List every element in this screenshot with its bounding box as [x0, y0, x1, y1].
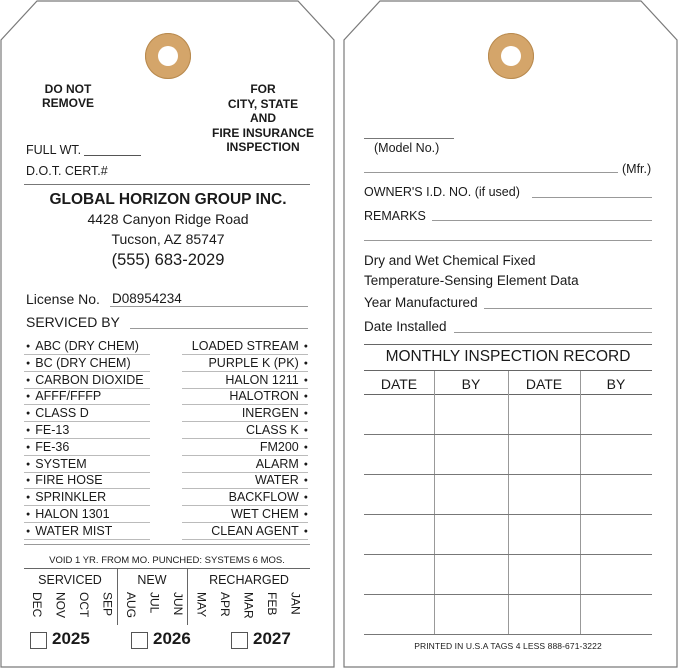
agent-left-item: ● FE-13 [26, 423, 69, 438]
element-data-line2: Temperature-Sensing Element Data [364, 273, 579, 288]
month-sep[interactable]: SEP [100, 592, 115, 617]
agent-left-item: ● AFFF/FFFP [26, 389, 101, 404]
status-new: NEW [137, 573, 167, 587]
record-row-line [364, 554, 652, 555]
agent-left-item: ● FE-36 [26, 440, 69, 455]
company-phone: (555) 683-2029 [111, 251, 225, 269]
agent-left-item: ● FIRE HOSE [26, 473, 103, 488]
remarks-divider [364, 240, 652, 241]
agent-right-item: CLASS K ● [246, 423, 308, 438]
owner-id-label: OWNER'S I.D. NO. (if used) [364, 185, 520, 199]
owner-id-field[interactable] [532, 197, 652, 198]
date-installed-field[interactable] [454, 332, 652, 333]
company-name: GLOBAL HORIZON GROUP INC. [49, 191, 287, 208]
month-mar[interactable]: MAR [241, 592, 256, 619]
month-oct[interactable]: OCT [77, 592, 91, 618]
model-no-label: (Model No.) [374, 141, 440, 155]
remarks-field[interactable] [432, 220, 652, 221]
inspection-notice: FOR CITY, STATE AND FIRE INSURANCE INSPECTION [211, 82, 314, 154]
agent-left-item: ● ABC (DRY CHEM) [26, 339, 139, 354]
year-checkbox-2027[interactable] [231, 632, 248, 649]
year-manufactured-label: Year Manufactured [364, 295, 478, 310]
year-manufactured-field[interactable] [484, 308, 652, 309]
agent-left-item: ● HALON 1301 [26, 507, 110, 522]
record-row-line [364, 474, 652, 475]
status-divider-1 [117, 569, 118, 625]
do-not-remove-notice: DO NOT REMOVE [41, 82, 94, 110]
agent-right-item: INERGEN ● [242, 406, 308, 421]
agent-left-item: ● SPRINKLER [26, 490, 106, 505]
agent-left-item: ● CARBON DIOXIDE [26, 373, 144, 388]
license-number: D08954234 [112, 291, 182, 306]
month-aug[interactable]: AUG [124, 592, 138, 619]
date-installed-label: Date Installed [364, 319, 447, 334]
agent-left-rule [24, 539, 150, 540]
month-may[interactable]: MAY [194, 592, 209, 618]
record-row-line [364, 514, 652, 515]
license-field [110, 306, 308, 307]
full-wt-label: FULL WT. [26, 143, 82, 157]
agent-right-item: PURPLE K (PK) ● [208, 356, 308, 371]
mfr-label: (Mfr.) [622, 162, 652, 176]
model-no-field[interactable] [364, 138, 454, 139]
left-tag-eyelet [145, 33, 191, 79]
dot-cert-label: D.O.T. CERT.# [26, 164, 108, 178]
agent-right-item: ALARM ● [256, 457, 308, 472]
full-wt-field[interactable] [84, 155, 141, 156]
license-label: License No. [26, 291, 100, 307]
column-date-1: DATE [380, 376, 418, 392]
month-feb[interactable]: FEB [265, 592, 279, 616]
agent-right-item: HALON 1211 ● [225, 373, 308, 388]
agent-right-rule [182, 539, 308, 540]
record-top-border [364, 344, 652, 345]
agent-right-item: CLEAN AGENT ● [211, 524, 308, 539]
record-row-line [364, 434, 652, 435]
record-title: MONTHLY INSPECTION RECORD [385, 348, 631, 365]
void-divider [24, 568, 310, 569]
column-date-2: DATE [525, 376, 563, 392]
agent-right-item: BACKFLOW ● [229, 490, 308, 505]
year-2027: 2027 [253, 629, 291, 648]
year-2025: 2025 [52, 629, 90, 648]
record-row-line [364, 594, 652, 595]
agent-left-item: ● CLASS D [26, 406, 89, 421]
printer-footer: PRINTED IN U.S.A TAGS 4 LESS 888-671-3222 [414, 641, 602, 651]
header-divider [24, 184, 310, 185]
serviced-by-label: SERVICED BY [26, 314, 120, 330]
month-jul[interactable]: JUL [147, 592, 162, 614]
serviced-by-field[interactable] [130, 328, 308, 329]
month-jan[interactable]: JAN [288, 592, 303, 615]
agent-right-item: FM200 ● [260, 440, 308, 455]
company-address-line2: Tucson, AZ 85747 [111, 231, 225, 247]
month-dec[interactable]: DEC [30, 592, 44, 618]
month-nov[interactable]: NOV [53, 592, 68, 619]
void-notice: VOID 1 YR. FROM MO. PUNCHED: SYSTEMS 6 MOS. [49, 555, 285, 566]
year-checkbox-2026[interactable] [131, 632, 148, 649]
month-jun[interactable]: JUN [171, 592, 185, 616]
year-2026: 2026 [153, 629, 191, 648]
agent-right-item: WET CHEM ● [231, 507, 308, 522]
status-recharged: RECHARGED [209, 573, 289, 587]
agent-left-item: ● SYSTEM [26, 457, 87, 472]
remarks-label: REMARKS [364, 209, 426, 223]
status-divider-2 [187, 569, 188, 625]
company-address-line1: 4428 Canyon Ridge Road [87, 211, 249, 227]
agent-right-item: LOADED STREAM ● [192, 339, 308, 354]
column-by-2: BY [606, 376, 626, 392]
column-by-1: BY [461, 376, 481, 392]
year-checkbox-2025[interactable] [30, 632, 47, 649]
agent-right-item: WATER ● [255, 473, 308, 488]
agent-left-item: ● WATER MIST [26, 524, 112, 539]
element-data-line1: Dry and Wet Chemical Fixed [364, 253, 536, 268]
month-apr[interactable]: APR [218, 592, 232, 617]
record-row-line [364, 634, 652, 635]
agent-right-item: HALOTRON ● [229, 389, 308, 404]
agents-divider [24, 544, 310, 545]
status-serviced: SERVICED [38, 573, 102, 587]
agent-left-item: ● BC (DRY CHEM) [26, 356, 131, 371]
mfr-field[interactable] [364, 172, 618, 173]
right-tag-eyelet [488, 33, 534, 79]
